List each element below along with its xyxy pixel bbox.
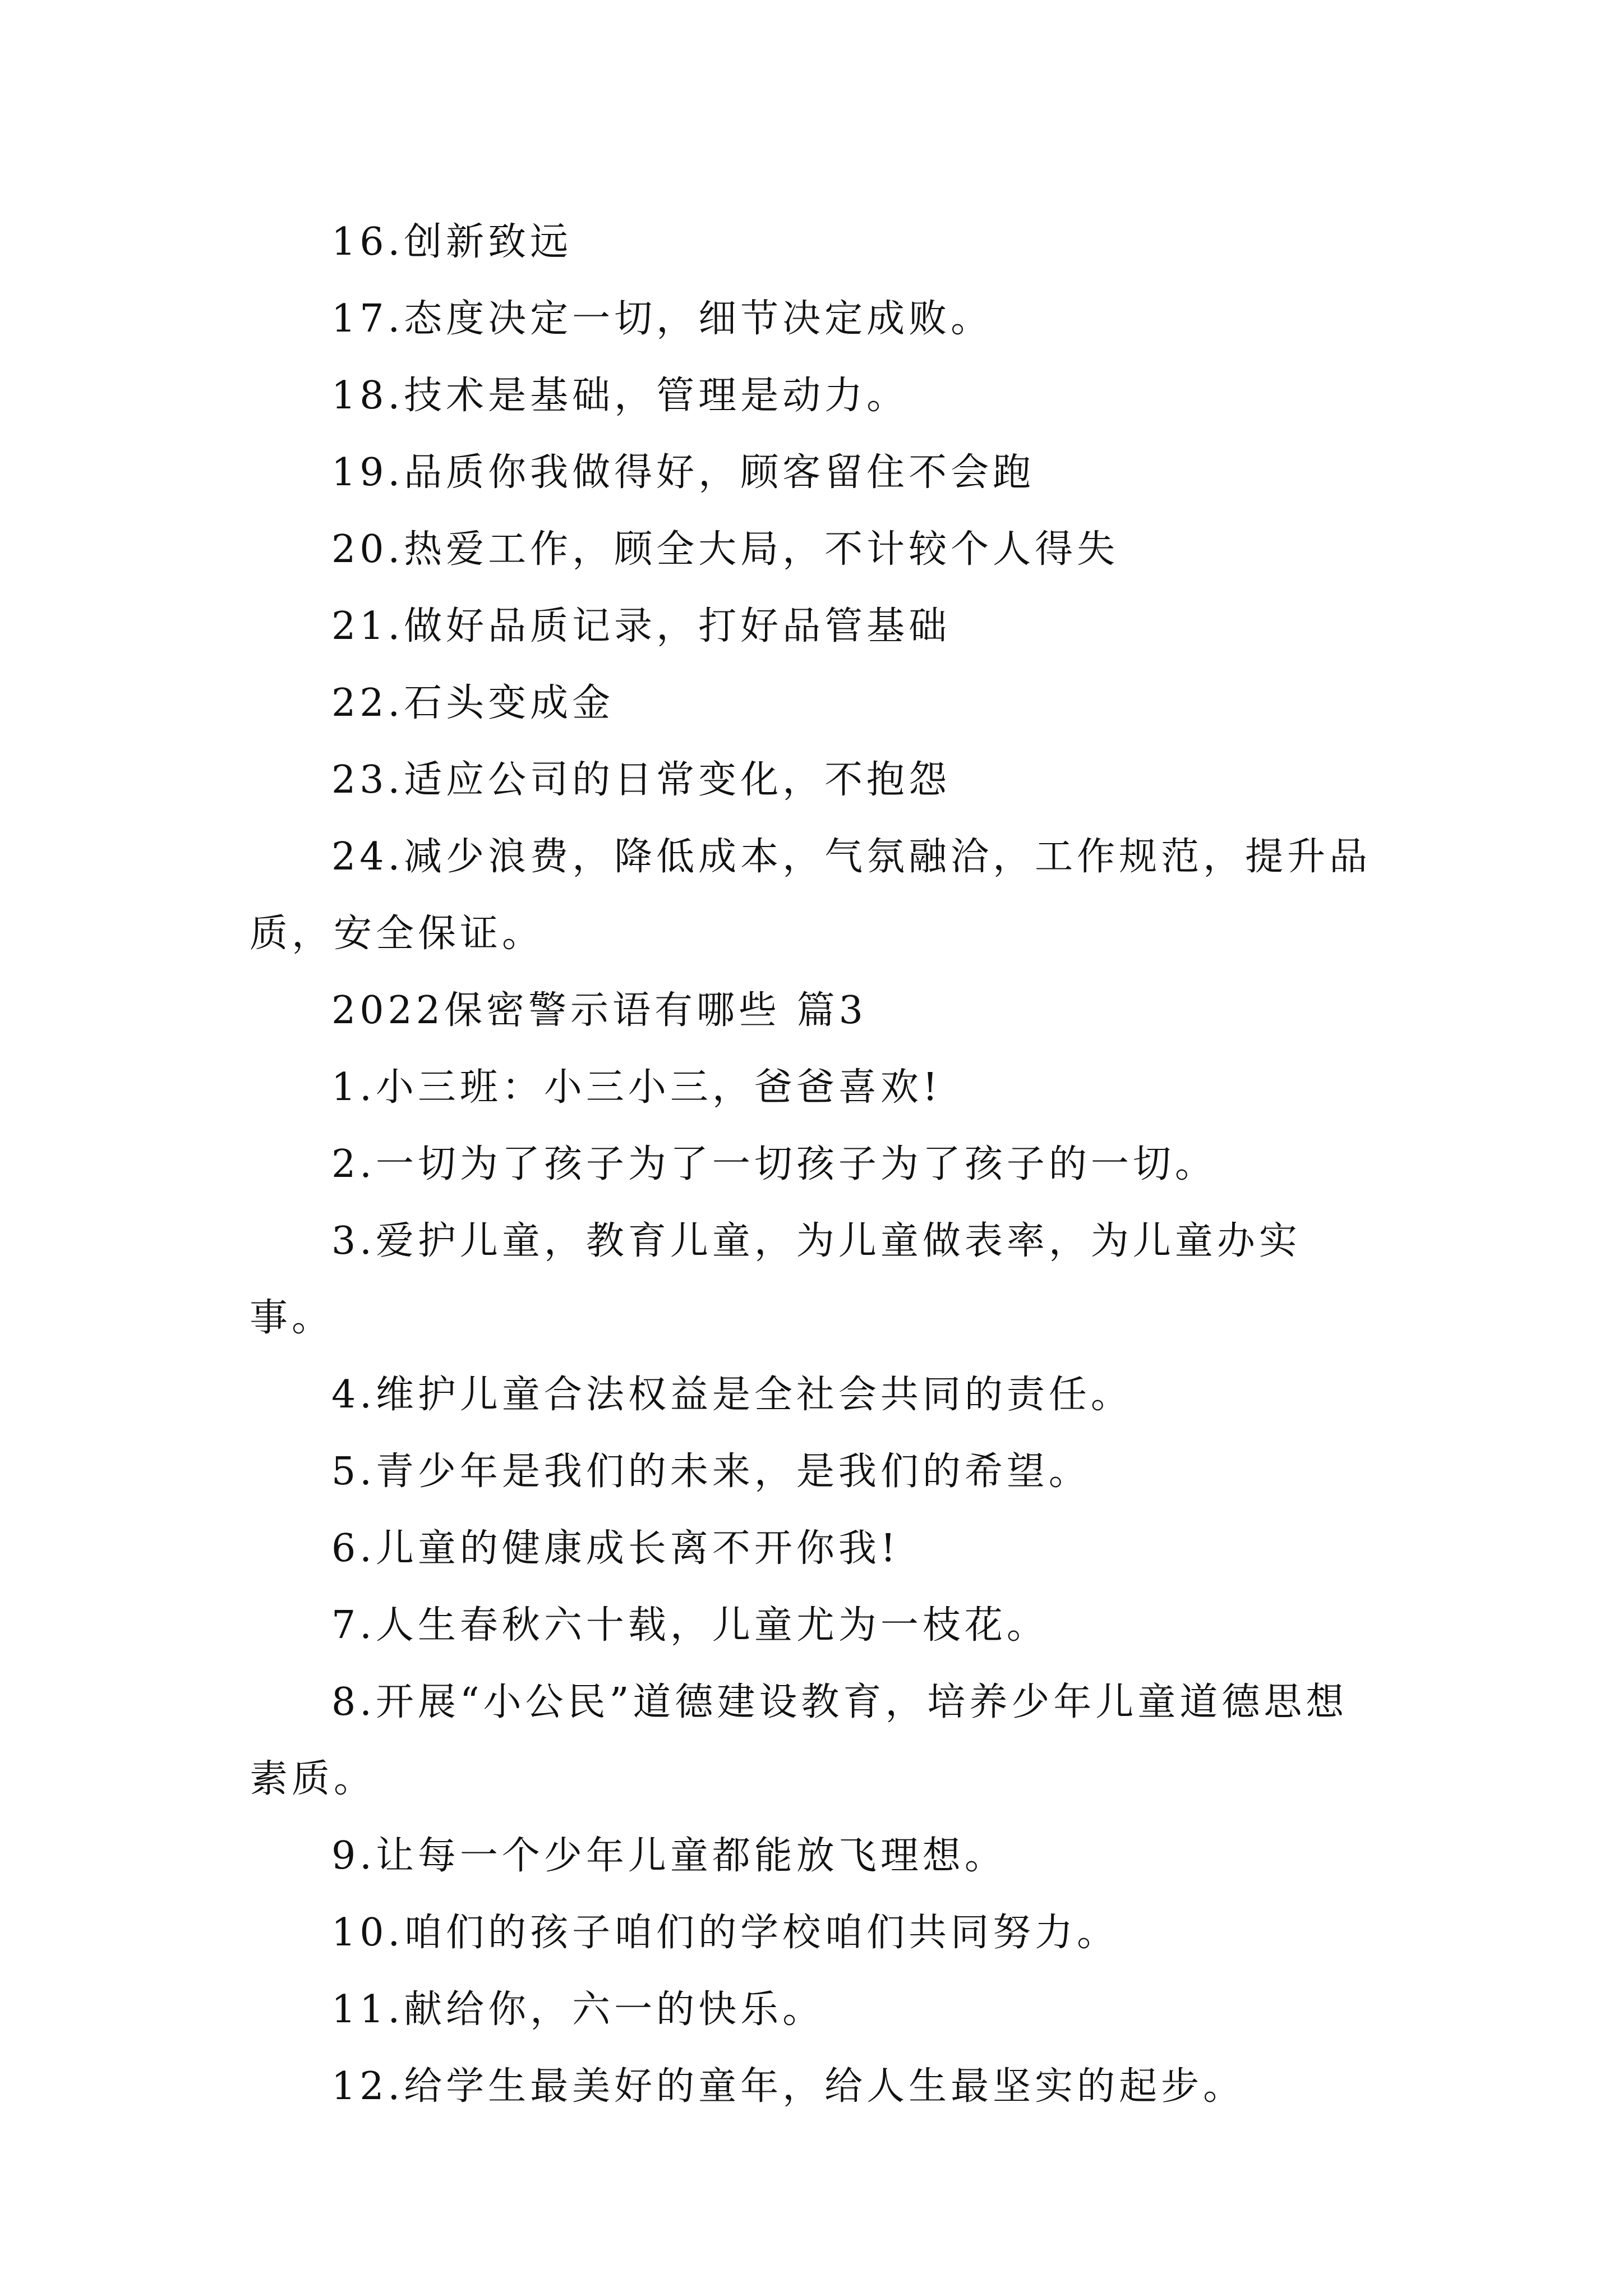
paragraph: 6.儿童的健康成长离不开你我! [331,1526,900,1571]
paragraph: 19.品质你我做得好，顾客留住不会跑 [331,450,1035,495]
paragraph: 24.减少浪费，降低成本，气氛融洽，工作规范，提升品质，安全保证。 [250,835,1372,956]
paragraph: 16.创新致远 [331,220,573,264]
paragraph: 21.做好品质记录，打好品管基础 [331,604,951,648]
paragraph: 8.开展“小公民”道德建设教育，培养少年儿童道德思想素质。 [250,1680,1348,1801]
paragraph: 9.让每一个少年儿童都能放飞理想。 [331,1834,1007,1878]
paragraph: 12.给学生最美好的童年，给人生最坚实的起步。 [331,2064,1246,2109]
section-heading: 2022保密警示语有哪些 篇3 [331,988,867,1033]
paragraph: 2.一切为了孩子为了一切孩子为了孩子的一切。 [331,1142,1217,1186]
paragraph: 5.青少年是我们的未来，是我们的希望。 [331,1450,1091,1494]
paragraph: 4.维护儿童合法权益是全社会共同的责任。 [331,1373,1133,1417]
paragraph: 11.献给你，六一的快乐。 [331,1987,825,2032]
paragraph: 23.适应公司的日常变化，不抱怨 [331,758,951,802]
paragraph: 22.石头变成金 [331,681,615,725]
paragraph: 3.爱护儿童，教育儿童，为儿童做表率，为儿童办实事。 [250,1219,1301,1340]
document-body [250,204,1382,2125]
paragraph: 18.技术是基础，管理是动力。 [331,374,909,418]
paragraph: 7.人生春秋六十载，儿童尤为一枝花。 [331,1603,1049,1648]
paragraph: 17.态度决定一切，细节决定成败。 [331,297,993,341]
paragraph: 20.热爱工作，顾全大局，不计较个人得失 [331,527,1119,572]
paragraph: 1.小三班：小三小三，爸爸喜欢! [331,1065,942,1110]
paragraph: 10.咱们的孩子咱们的学校咱们共同努力。 [331,1911,1119,1955]
